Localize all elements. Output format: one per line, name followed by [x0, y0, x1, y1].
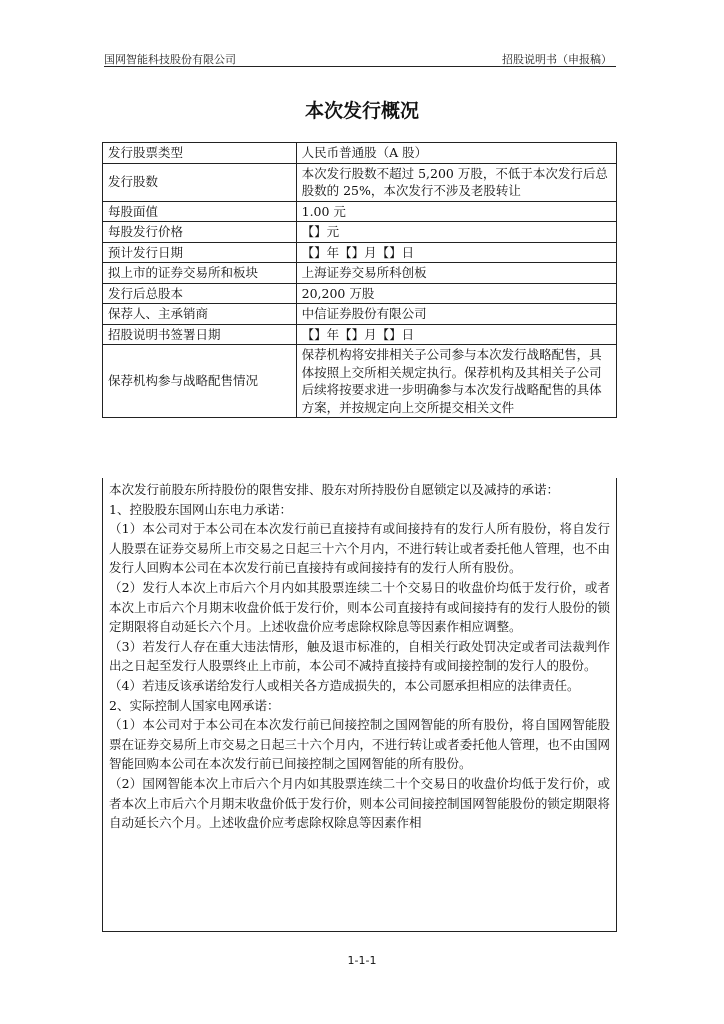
page-number: 1-1-1: [347, 954, 377, 967]
row-value: 保荐机构将安排相关子公司参与本次发行战略配售，具体按照上交所相关规定执行。保荐机构及其相关子公司后续将按要求进一步明确参与本次发行战略配售的具体方案，并按规定向上交所提交相关文件: [296, 345, 616, 418]
commitment-paragraph: （1）本公司对于本公司在本次发行前已间接控制之国网智能的所有股份，将自国网智能股票在证券交易所上市交易之日起三十六个月内，不进行转让或者委托他人管理，也不由国网智能回购本公司在本次发行前已间接控制之国网智能的所有股份。: [109, 717, 610, 772]
commitment-paragraph: （2）国网智能本次上市后六个月内如其股票连续二十个交易日的收盘价均低于发行价，或者本次上市后六个月期末收盘价低于发行价，则本公司间接控制国网智能股份的锁定期限将自动延长六个月。上述收盘价应考虑除权除息等因素作相: [109, 775, 610, 831]
commitment-paragraph: 2、实际控制人国家电网承诺：: [109, 697, 280, 713]
commitment-paragraph: 1、控股股东国网山东电力承诺：: [109, 501, 292, 517]
row-value: 1.00 元: [296, 201, 616, 222]
table-row: [103, 263, 617, 284]
commitment-paragraph: （3）若发行人存在重大违法情形，触及退市标准的，自相关行政处罚决定或者司法裁判作出之日起至发行人股票终止上市前，本公司不减持直接持有或间接控制的发行人的股份。: [109, 638, 610, 674]
commitment-paragraph: （1）本公司对于本公司在本次发行前已直接持有或间接持有的发行人所有股份，将自发行人股票在证券交易所上市交易之日起三十六个月内，不进行转让或者委托他人管理，也不由发行人回购本公司在本次发行前已直接持有或间接持有的发行人所有股份。: [109, 521, 610, 576]
row-value: 上海证券交易所科创板: [296, 263, 616, 284]
row-value: 人民币普通股（A 股）: [296, 143, 616, 164]
row-key: 发行股数: [103, 163, 297, 201]
header-doc-type: 招股说明书（申报稿）: [502, 53, 612, 66]
table-row: [103, 222, 617, 243]
page-title: 本次发行概况: [304, 100, 419, 122]
header-company: 国网智能科技股份有限公司: [104, 53, 236, 66]
table-row: [103, 304, 617, 325]
row-key: 预计发行日期: [103, 242, 297, 263]
row-value: 本次发行股数不超过 5,200 万股，不低于本次发行后总股数的 25%，本次发行不涉及老股转让: [296, 163, 616, 201]
row-key: 每股发行价格: [103, 222, 297, 243]
row-value: 【】年【】月【】日: [296, 242, 616, 263]
commitment-paragraph: （2）发行人本次上市后六个月内如其股票连续二十个交易日的收盘价均低于发行价，或者本次上市后六个月期末收盘价低于发行价，则本公司直接持有或间接持有的发行人股份的锁定期限将自动延长六个月。上述收盘价应考虑除权除息等因素作相应调整。: [109, 579, 610, 635]
row-value: 20,200 万股: [296, 283, 616, 304]
row-key: 保荐人、主承销商: [103, 304, 297, 325]
table-row: [103, 324, 617, 345]
row-key: 拟上市的证券交易所和板块: [103, 263, 297, 284]
offering-overview-table: [102, 142, 617, 418]
table-row: [103, 242, 617, 263]
commitment-paragraph: 本次发行前股东所持股份的限售安排、股东对所持股份自愿锁定以及减持的承诺：: [109, 482, 560, 497]
row-key: 招股说明书签署日期: [103, 324, 297, 345]
row-key: 保荐机构参与战略配售情况: [103, 345, 297, 418]
header-divider: [104, 66, 616, 67]
row-value: 【】年【】月【】日: [296, 324, 616, 345]
commitment-paragraph: （4）若违反该承诺给发行人或相关各方造成损失的，本公司愿承担相应的法律责任。: [109, 677, 580, 693]
table-row: [103, 143, 617, 164]
table-row: [103, 345, 617, 418]
table-row: [103, 283, 617, 304]
row-value: 中信证券股份有限公司: [296, 304, 616, 325]
row-key: 每股面值: [103, 201, 297, 222]
row-value: 【】元: [296, 222, 616, 243]
table-row: [103, 163, 617, 201]
row-key: 发行股票类型: [103, 143, 297, 164]
row-key: 发行后总股本: [103, 283, 297, 304]
table-row: [103, 201, 617, 222]
lockup-commitments: [102, 478, 617, 932]
